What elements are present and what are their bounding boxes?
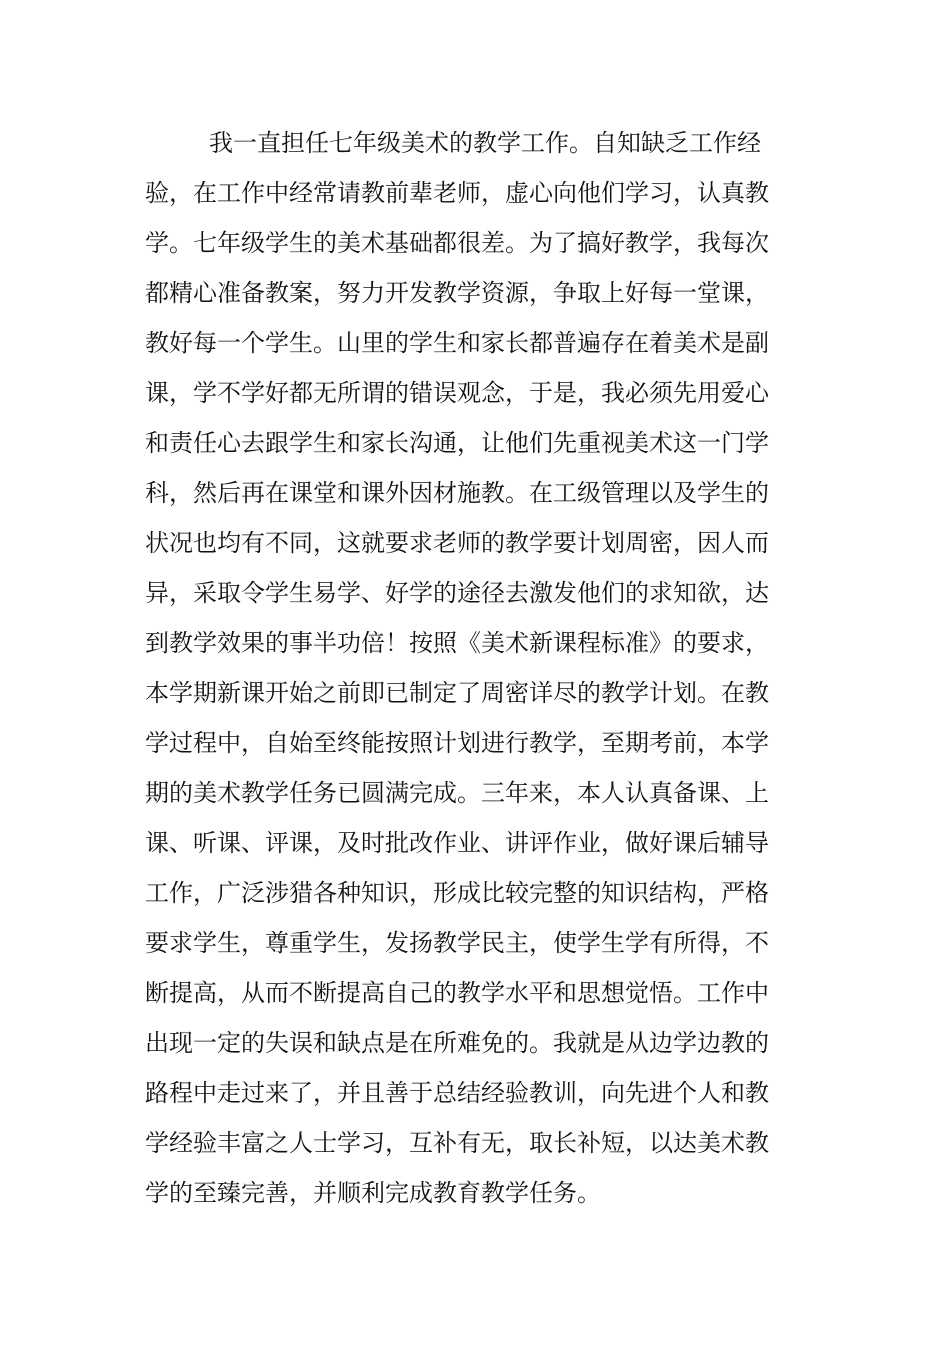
- paragraph-line: 到教学效果的事半功倍！按照《美术新课程标准》的要求，: [145, 629, 769, 657]
- paragraph-line: 教好每一个学生。山里的学生和家长都普遍存在着美术是副: [145, 329, 769, 357]
- paragraph-line: 我一直担任七年级美术的教学工作。自知缺乏工作经: [209, 129, 761, 157]
- paragraph-line: 课、听课、评课，及时批改作业、讲评作业，做好课后辅导: [145, 829, 769, 857]
- paragraph-line: 要求学生，尊重学生，发扬教学民主，使学生学有所得，不: [145, 929, 769, 957]
- paragraph-line: 路程中走过来了，并且善于总结经验教训，向先进个人和教: [145, 1079, 769, 1107]
- paragraph-line: 课，学不学好都无所谓的错误观念，于是，我必须先用爱心: [145, 379, 769, 407]
- paragraph-line: 异，采取令学生易学、好学的途径去激发他们的求知欲，达: [145, 579, 769, 607]
- paragraph-line: 和责任心去跟学生和家长沟通，让他们先重视美术这一门学: [145, 429, 769, 457]
- paragraph-line: 学的至臻完善，并顺利完成教育教学任务。: [145, 1179, 601, 1207]
- body-paragraph: [145, 118, 769, 1218]
- paragraph-line: 科，然后再在课堂和课外因材施教。在工级管理以及学生的: [145, 479, 769, 507]
- paragraph-line: 工作，广泛涉猎各种知识，形成比较完整的知识结构，严格: [145, 879, 769, 907]
- paragraph-line: 学经验丰富之人士学习，互补有无，取长补短，以达美术教: [145, 1129, 769, 1157]
- paragraph-line: 都精心准备教案，努力开发教学资源，争取上好每一堂课，: [145, 279, 769, 307]
- paragraph-line: 断提高，从而不断提高自己的教学水平和思想觉悟。工作中: [145, 979, 769, 1007]
- paragraph-line: 本学期新课开始之前即已制定了周密详尽的教学计划。在教: [145, 679, 769, 707]
- paragraph-line: 学过程中，自始至终能按照计划进行教学，至期考前，本学: [145, 729, 769, 757]
- paragraph-line: 出现一定的失误和缺点是在所难免的。我就是从边学边教的: [145, 1029, 769, 1057]
- paragraph-line: 期的美术教学任务已圆满完成。三年来，本人认真备课、上: [145, 779, 769, 807]
- paragraph-line: 状况也均有不同，这就要求老师的教学要计划周密，因人而: [145, 529, 769, 557]
- paragraph-line: 验，在工作中经常请教前辈老师，虚心向他们学习，认真教: [145, 179, 769, 207]
- paragraph-line: 学。七年级学生的美术基础都很差。为了搞好教学，我每次: [145, 229, 769, 257]
